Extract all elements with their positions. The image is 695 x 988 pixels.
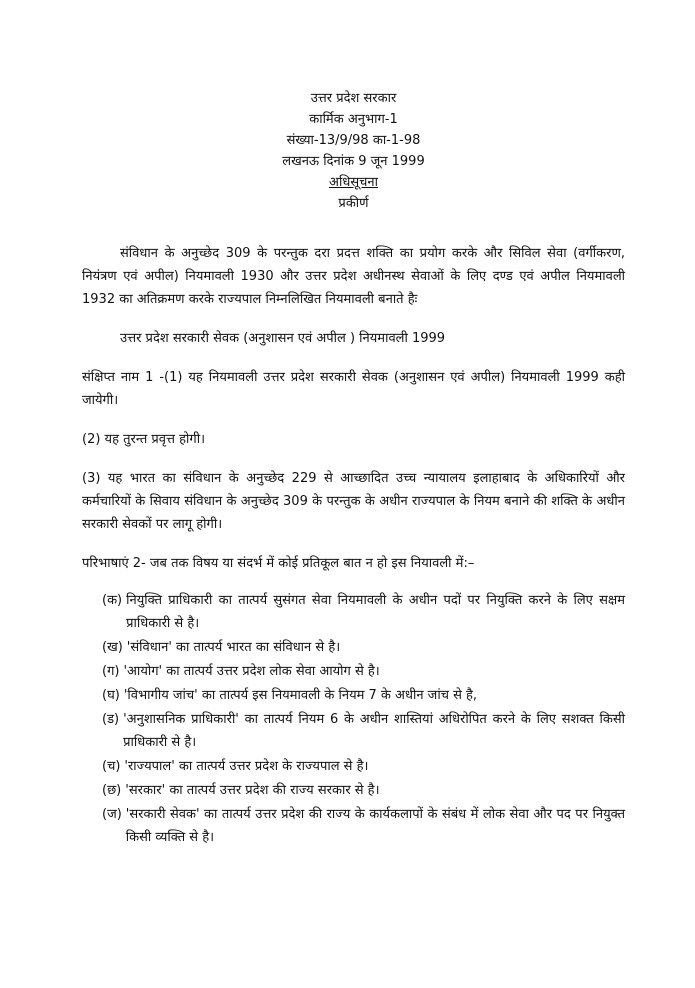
intro-paragraph: संविधान के अनुच्छेद 309 के परन्तुक दरा प्रदत्त शक्ति का प्रयोग करके और सिविल सेवा (वर्गीकरण, नियंत्रण एवं अपील) नियमावली 1930 और उत्तर प्रदेश अधीनस्थ सेवाओं के लिए दण्ड एवं अपील नियमावली 1932 का अतिक्रमण करके राज्यपाल निम्नलिखित नियमावली बनाते हैः (82, 246, 625, 307)
definitions-intro: परिभाषाएं 2- जब तक विषय या संदर्भ में कोई प्रतिकूल बात न हो इस नियावली में:– (82, 556, 475, 571)
definition-item (102, 684, 625, 707)
definitions-list (82, 589, 625, 849)
definition-item (102, 708, 625, 754)
notification-heading-text: अधिसूचना (329, 175, 378, 190)
definition-text: 'विभागीय जांच' का तात्पर्य इस नियमावली के नियम 7 के अधीन जांच से है, (123, 688, 478, 703)
definition-marker: (ग) (102, 664, 120, 679)
clause-short-title: संक्षिप्त नाम 1 -(1) यह नियमावली उत्तर प्रदेश सरकारी सेवक (अनुशासन एवं अपील) नियमावली 1999 कही जायेगी। (82, 370, 625, 408)
definition-text: 'सरकार' का तात्पर्य उत्तर प्रदेश की राज्य सरकार से है। (125, 783, 380, 798)
notification-header (82, 88, 625, 214)
definition-marker: (क) (102, 593, 123, 608)
miscellaneous-label: प्रकीर्ण (338, 196, 369, 211)
definition-text: 'अनुशासनिक प्राधिकारी' का तात्पर्य नियम 6 के अधीन शास्तियां अधिरोपित करने के लिए सशक्त किसी प्राधिकारी से है। (123, 712, 625, 750)
definition-text: 'आयोग' का तात्पर्य उत्तर प्रदेश लोक सेवा आयोग से है। (123, 664, 380, 679)
document-page (0, 88, 695, 988)
department-name: कार्मिक अनुभाग-1 (309, 112, 398, 127)
rules-title: उत्तर प्रदेश सरकारी सेवक (अनुशासन एवं अपील ) नियमावली 1999 (120, 331, 446, 346)
government-name: उत्तर प्रदेश सरकार (310, 91, 397, 106)
definition-item (102, 589, 625, 635)
definition-marker: (ड) (102, 712, 120, 727)
definition-text: 'सरकारी सेवक' का तात्पर्य उत्तर प्रदेश की राज्य के कार्यकलापों के संबंध में लोक सेवा और पद पर नियुक्त किसी व्यक्ति से है। (125, 807, 625, 845)
notification-body (82, 242, 625, 849)
definition-marker: (ख) (102, 640, 123, 655)
definition-text: 'राज्यपाल' का तात्पर्य उत्तर प्रदेश के राज्यपाल से है। (124, 759, 369, 774)
definition-marker: (घ) (102, 688, 120, 703)
definition-item (102, 636, 625, 659)
clause-commencement: (2) यह तुरन्त प्रवृत्त होगी। (82, 432, 206, 447)
definition-text: नियुक्ति प्राधिकारी का तात्पर्य सुसंगत सेवा नियमावली के अधीन पदों पर नियुक्ति करने के लिए सक्षम प्राधिकारी से है। (126, 593, 625, 631)
place-and-date: लखनऊ दिनांक 9 जून 1999 (282, 154, 425, 169)
definition-marker: (च) (102, 759, 121, 774)
definition-item (102, 779, 625, 802)
definition-item (102, 803, 625, 849)
definition-marker: (छ) (102, 783, 122, 798)
notification-heading (82, 172, 625, 193)
definition-item (102, 755, 625, 778)
clause-applicability: (3) यह भारत का संविधान के अनुच्छेद 229 से आच्छादित उच्च न्यायालय इलाहाबाद के अधिकारियों और कर्मचारियों के सिवाय संविधान के अनुच्छेद 309 के परन्तुक के अधीन राज्यपाल के नियम बनाने की शक्ति के अधीन सरकारी सेवकों पर लागू होगी। (82, 471, 625, 532)
definition-item (102, 660, 625, 683)
reference-number: संख्या-13/9/98 का-1-98 (286, 133, 421, 148)
definition-marker: (ज) (102, 807, 122, 822)
definition-text: 'संविधान' का तात्पर्य भारत का संविधान से है। (126, 640, 341, 655)
